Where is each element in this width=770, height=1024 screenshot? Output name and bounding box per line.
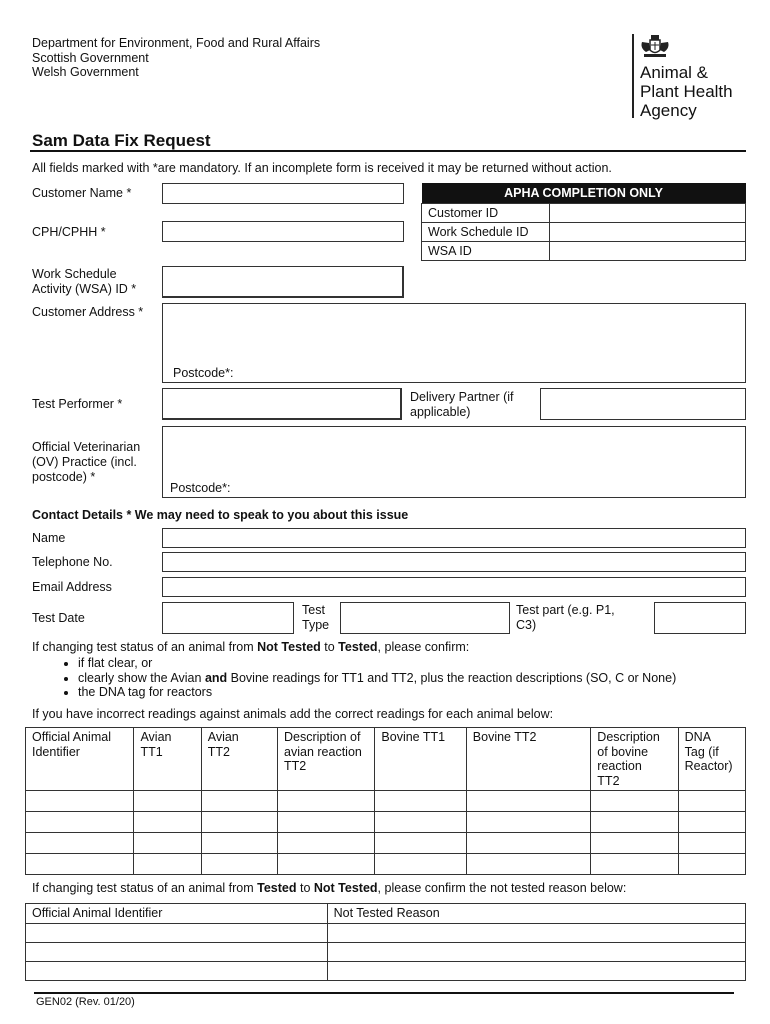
header-line: TT1 xyxy=(140,744,163,759)
col-dna-tag xyxy=(678,728,745,791)
department-list xyxy=(32,36,320,80)
note-emphasis: Not Tested xyxy=(257,640,321,654)
table-cell[interactable] xyxy=(375,791,466,812)
not-tested-to-tested-note xyxy=(32,640,469,655)
col-avian-tt1 xyxy=(134,728,201,791)
table-cell[interactable] xyxy=(327,961,745,980)
department-scotland: Scottish Government xyxy=(32,50,149,65)
customer-address-label: Customer Address * xyxy=(32,305,144,319)
col-bovine-tt1 xyxy=(375,728,466,791)
table-row xyxy=(26,923,746,942)
table-cell[interactable] xyxy=(375,812,466,833)
header-line: Description of xyxy=(284,730,361,744)
col-bovine-tt2 xyxy=(466,728,591,791)
test-date-field[interactable] xyxy=(162,602,294,634)
customer-address-field[interactable] xyxy=(162,303,746,383)
table-cell[interactable] xyxy=(26,961,328,980)
agency-line-1: Animal & xyxy=(640,63,709,82)
header-line: Bovine TT1 xyxy=(381,730,446,744)
table-cell[interactable] xyxy=(278,833,375,854)
header-line: Bovine TT2 xyxy=(472,730,537,744)
table-cell[interactable] xyxy=(278,854,375,875)
header-line: DNA xyxy=(684,730,712,744)
delivery-partner-label xyxy=(410,390,514,420)
bullet-flat-clear: • if flat clear, or xyxy=(78,656,676,671)
incorrect-readings-note: If you have incorrect readings against animals add the correct readings for each animal below: xyxy=(32,707,554,721)
table-cell[interactable] xyxy=(678,791,745,812)
test-type-label xyxy=(302,603,329,633)
table-cell[interactable] xyxy=(26,923,328,942)
header-line: Official Animal xyxy=(32,730,111,744)
table-cell[interactable] xyxy=(134,791,201,812)
table-row xyxy=(26,942,746,961)
header-line: Reactor) xyxy=(684,759,733,773)
table-row xyxy=(26,833,746,854)
table-cell[interactable] xyxy=(466,812,591,833)
table-cell[interactable] xyxy=(201,812,277,833)
table-cell[interactable] xyxy=(134,833,201,854)
agency-divider xyxy=(632,34,634,118)
ov-label-line1: Official Veterinarian xyxy=(32,440,141,454)
test-type-line1: Test xyxy=(302,603,325,617)
delivery-partner-field[interactable] xyxy=(540,388,746,420)
agency-logo xyxy=(640,63,733,120)
note-text: If changing test status of an animal from xyxy=(32,640,258,654)
ov-practice-field[interactable] xyxy=(162,426,746,498)
header-line: avian reaction xyxy=(284,744,362,759)
apha-customer-id-label: Customer ID xyxy=(422,204,550,223)
header-line: Tag (if xyxy=(684,744,719,759)
test-part-line2: C3) xyxy=(516,618,537,632)
table-cell[interactable] xyxy=(466,854,591,875)
wsa-field[interactable] xyxy=(162,266,404,298)
agency-line-2: Plant Health xyxy=(640,82,733,101)
email-field[interactable] xyxy=(162,577,746,597)
apha-wsa-id-field[interactable] xyxy=(550,242,746,261)
table-cell[interactable] xyxy=(678,833,745,854)
delivery-partner-line2: applicable) xyxy=(410,405,471,419)
table-cell[interactable] xyxy=(591,791,678,812)
note-emphasis: Tested xyxy=(257,881,297,895)
col-avian-tt2 xyxy=(201,728,277,791)
confirm-bullet-list xyxy=(40,656,676,700)
note-text: , please confirm the not tested reason below: xyxy=(377,881,627,895)
ov-practice-label xyxy=(32,440,140,485)
table-row xyxy=(26,812,746,833)
table-cell[interactable] xyxy=(26,854,134,875)
note-emphasis: Not Tested xyxy=(313,881,378,895)
footer-rule xyxy=(34,992,734,994)
wsa-label-line1: Work Schedule xyxy=(32,267,117,281)
table-cell[interactable] xyxy=(678,812,745,833)
table-row xyxy=(26,854,746,875)
cph-label: CPH/CPHH * xyxy=(32,225,106,239)
table-cell[interactable] xyxy=(134,812,201,833)
mandatory-note: All fields marked with *are mandatory. If an incomplete form is received it may be returned without action. xyxy=(32,161,612,175)
telephone-field[interactable] xyxy=(162,552,746,572)
table-cell[interactable] xyxy=(26,833,134,854)
customer-name-field[interactable] xyxy=(162,183,404,204)
page-title: Sam Data Fix Request xyxy=(32,131,211,150)
wsa-label xyxy=(32,267,136,297)
agency-line-3: Agency xyxy=(640,101,697,120)
royal-crest-icon xyxy=(638,34,672,58)
col-not-tested-reason: Not Tested Reason xyxy=(327,904,745,924)
col-bovine-reaction-desc xyxy=(591,728,678,791)
contact-heading: Contact Details * We may need to speak to you about this issue xyxy=(32,508,409,522)
department-wales: Welsh Government xyxy=(32,65,139,79)
test-date-label: Test Date xyxy=(32,611,85,625)
email-label: Email Address xyxy=(32,580,112,594)
table-cell[interactable] xyxy=(26,942,328,961)
apha-work-schedule-id-label: Work Schedule ID xyxy=(422,223,550,242)
table-cell[interactable] xyxy=(591,854,678,875)
not-tested-table xyxy=(25,903,746,981)
table-cell[interactable] xyxy=(591,812,678,833)
table-cell[interactable] xyxy=(201,854,277,875)
form-code: GEN02 (Rev. 01/20) xyxy=(36,996,135,1008)
header-line: TT2 xyxy=(207,744,230,759)
table-row xyxy=(26,791,746,812)
bullet-dna-tag: • the DNA tag for reactors xyxy=(78,685,676,700)
apha-completion-table xyxy=(421,183,746,261)
department-defra: Department for Environment, Food and Rural Affairs xyxy=(32,36,321,50)
test-type-line2: Type xyxy=(302,618,330,632)
test-part-field[interactable] xyxy=(654,602,746,634)
col-official-animal-identifier: Official Animal Identifier xyxy=(26,904,328,924)
note-text: to xyxy=(320,640,339,654)
table-cell[interactable] xyxy=(466,833,591,854)
table-cell[interactable] xyxy=(375,854,466,875)
test-type-field[interactable] xyxy=(340,602,510,634)
telephone-label: Telephone No. xyxy=(32,555,113,569)
apha-wsa-id-label: WSA ID xyxy=(422,242,550,261)
wsa-label-line2: Activity (WSA) ID * xyxy=(32,282,137,296)
note-text: to xyxy=(296,881,314,895)
ov-postcode-label: Postcode*: xyxy=(170,481,231,495)
apha-customer-id-field[interactable] xyxy=(550,204,746,223)
test-part-line1: Test part (e.g. P1, xyxy=(516,603,615,617)
header-line: reaction xyxy=(597,759,642,773)
title-rule xyxy=(30,150,746,152)
customer-postcode-label: Postcode*: xyxy=(173,366,234,380)
col-official-animal-id xyxy=(26,728,134,791)
table-cell[interactable] xyxy=(134,854,201,875)
table-cell[interactable] xyxy=(466,791,591,812)
header-line: Identifier xyxy=(32,744,80,759)
contact-name-label: Name xyxy=(32,531,66,545)
note-text: If changing test status of an animal from xyxy=(32,881,258,895)
header-line: Avian xyxy=(207,730,239,744)
bullet-emphasis: and xyxy=(204,670,228,685)
header-line: of bovine xyxy=(597,744,649,759)
bullet-text: clearly show the Avian xyxy=(78,670,205,685)
apha-work-schedule-id-field[interactable] xyxy=(550,223,746,242)
ov-label-line3: postcode) * xyxy=(32,470,96,484)
ov-label-line2: (OV) Practice (incl. xyxy=(32,455,137,469)
table-cell[interactable] xyxy=(591,833,678,854)
table-cell[interactable] xyxy=(327,923,745,942)
table-cell[interactable] xyxy=(678,854,745,875)
customer-name-label: Customer Name * xyxy=(32,186,132,200)
header-line: Description xyxy=(597,730,660,744)
bullet-readings xyxy=(78,671,676,686)
table-row xyxy=(26,961,746,980)
tested-to-not-tested-note xyxy=(32,881,626,896)
readings-table xyxy=(25,727,746,875)
col-avian-reaction-desc xyxy=(278,728,375,791)
table-cell[interactable] xyxy=(26,812,134,833)
note-emphasis: Tested xyxy=(338,640,378,654)
table-cell[interactable] xyxy=(201,833,277,854)
header-line: TT2 xyxy=(284,759,307,773)
table-cell[interactable] xyxy=(278,791,375,812)
contact-name-field[interactable] xyxy=(162,528,746,548)
header-line: Avian xyxy=(140,730,172,744)
test-part-label xyxy=(516,603,615,633)
apha-header: APHA COMPLETION ONLY xyxy=(422,183,746,204)
header-line: TT2 xyxy=(597,773,620,788)
test-performer-field[interactable] xyxy=(162,388,402,420)
cph-field[interactable] xyxy=(162,221,404,242)
test-performer-label: Test Performer * xyxy=(32,397,123,411)
table-cell[interactable] xyxy=(327,942,745,961)
table-cell[interactable] xyxy=(201,791,277,812)
table-cell[interactable] xyxy=(375,833,466,854)
delivery-partner-line1: Delivery Partner (if xyxy=(410,390,514,404)
bullet-text: Bovine readings for TT1 and TT2, plus the reaction descriptions (SO, C or None) xyxy=(227,670,677,685)
table-cell[interactable] xyxy=(26,791,134,812)
table-cell[interactable] xyxy=(278,812,375,833)
note-text: , please confirm: xyxy=(377,640,470,654)
